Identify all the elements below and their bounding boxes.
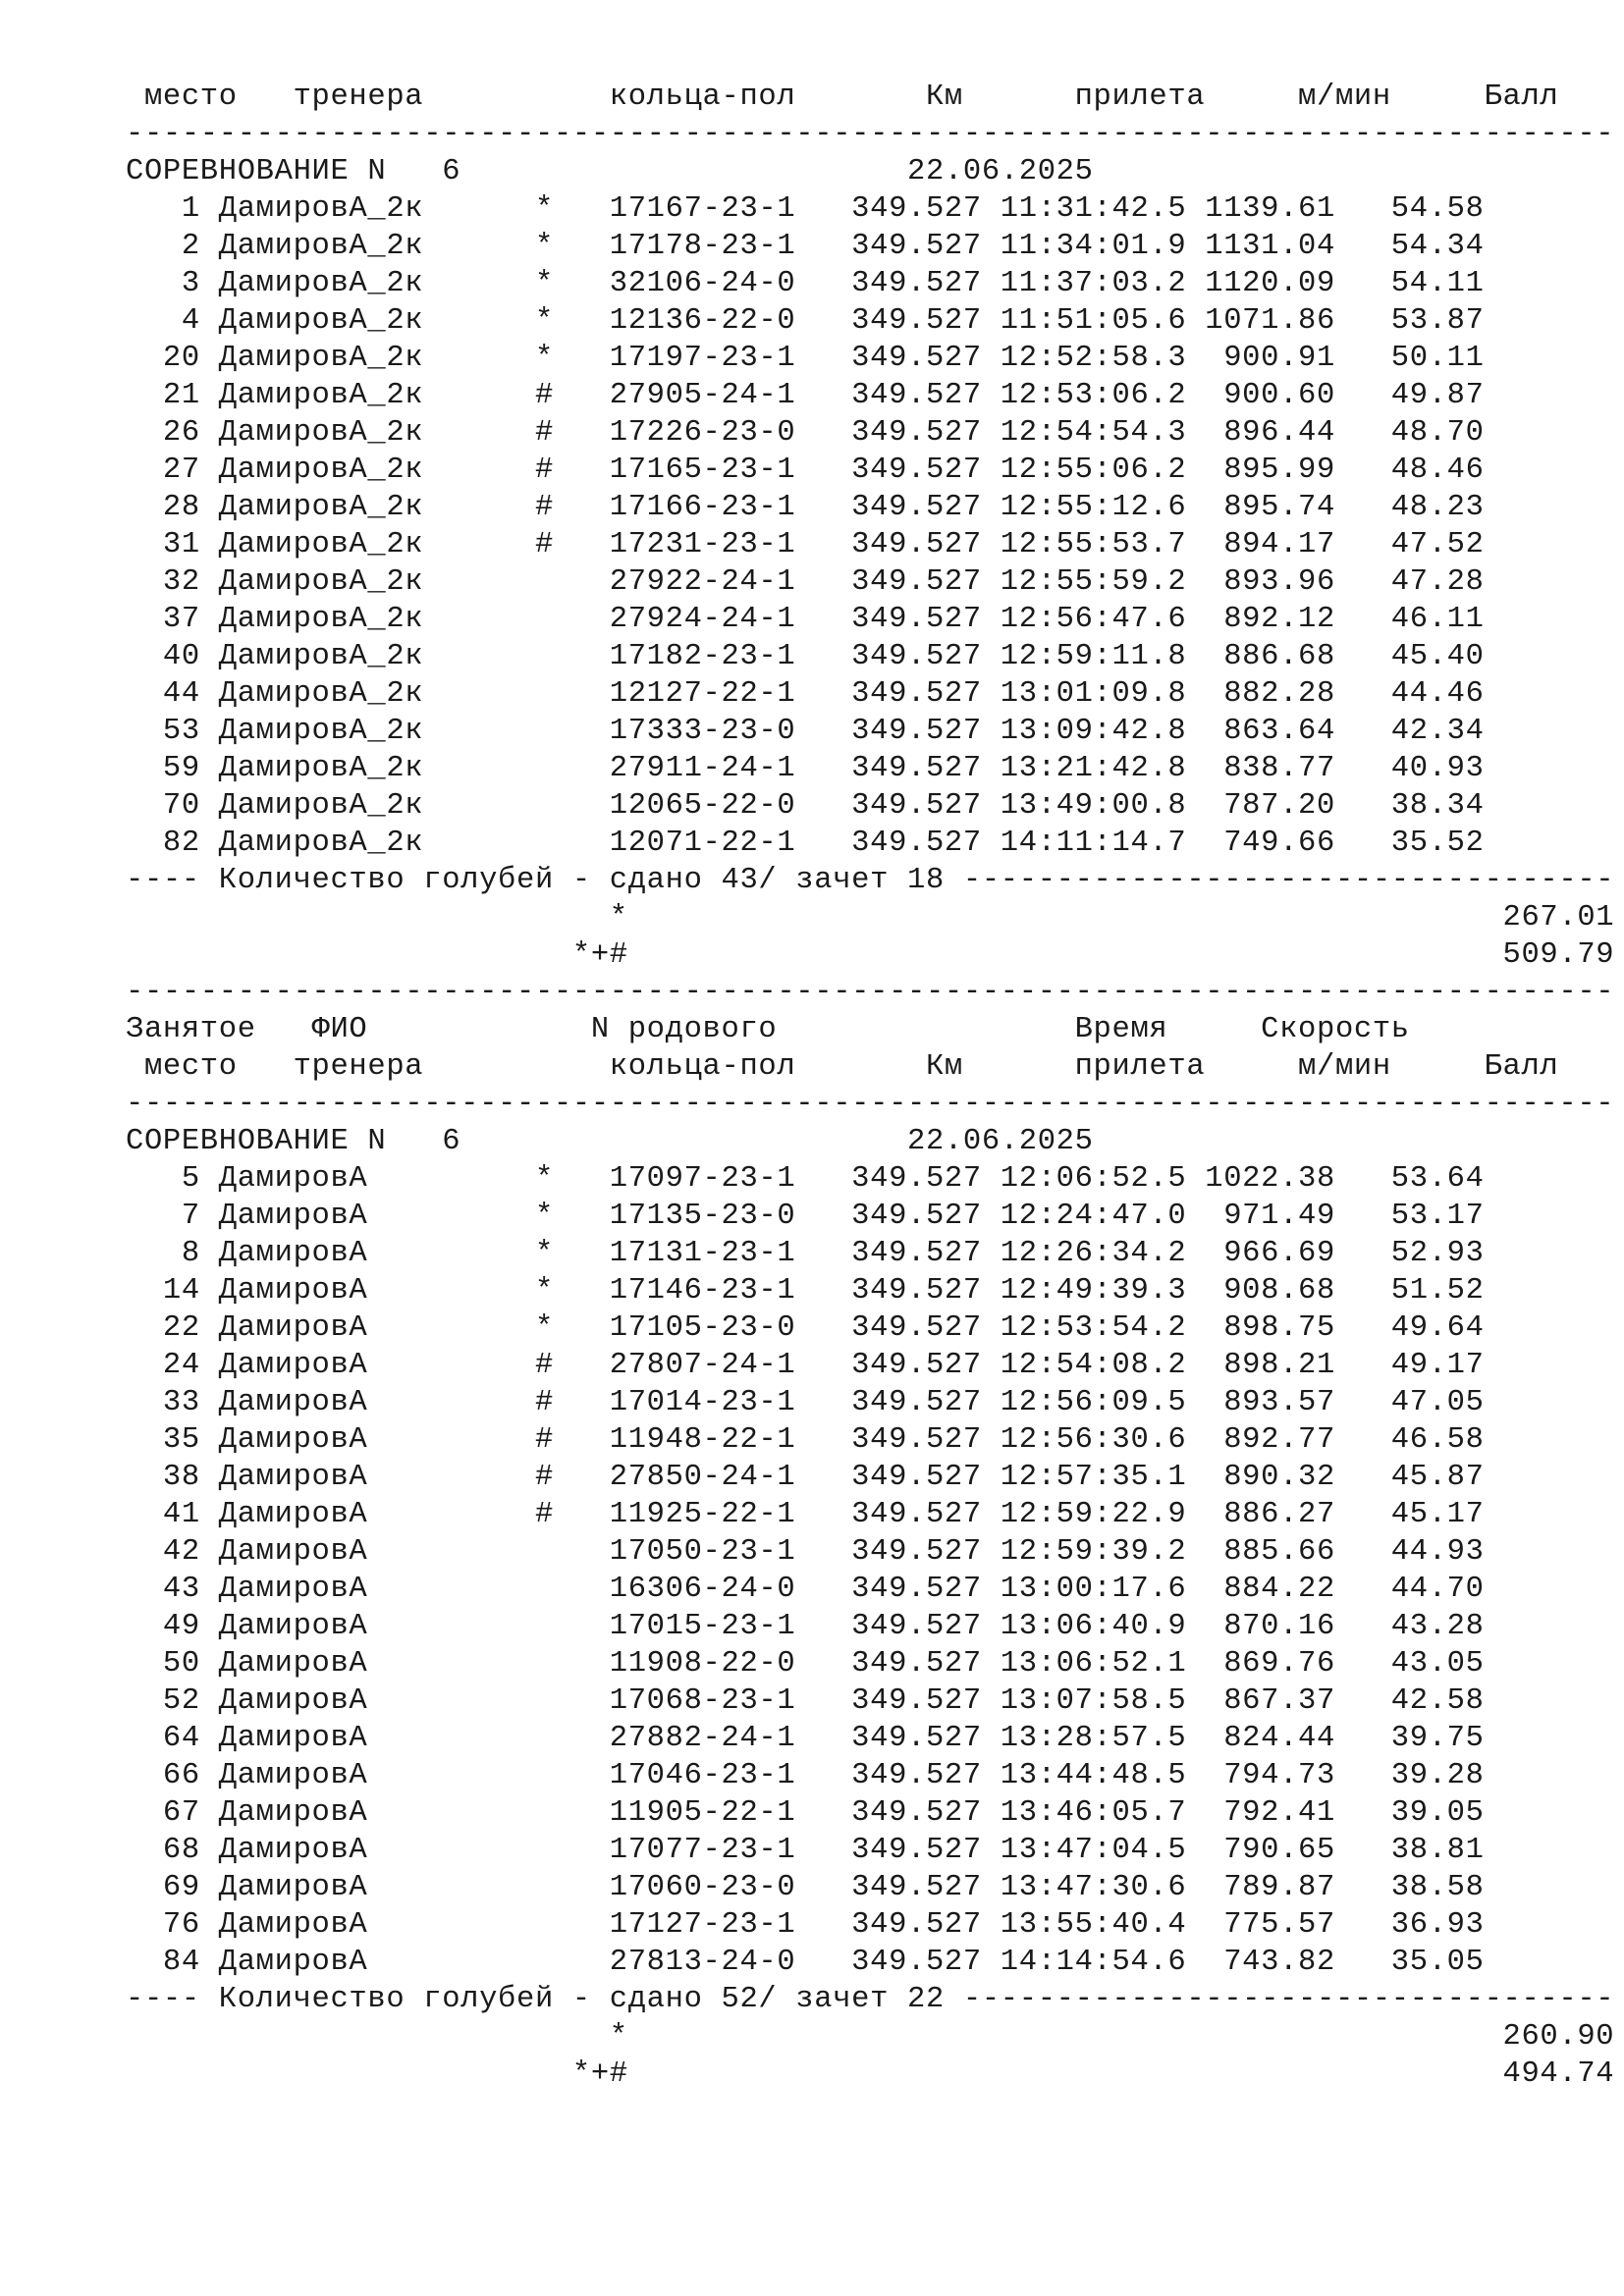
column-header: место тренера кольца-пол Км прилета м/мин Балл [126, 1050, 1559, 1084]
summary-rule-right: ----------------------------------- [944, 1983, 1615, 2016]
table-row: 53 ДамировА_2к 17333-23-0 349.527 13:09:42.8 863.64 42.34 [126, 715, 1485, 748]
table-row: 24 ДамировА # 27807-24-1 349.527 12:54:08.2 898.21 49.17 [126, 1349, 1485, 1382]
table-row: 4 ДамировА_2к * 12136-22-0 349.527 11:51:05.6 1071.86 53.87 [126, 304, 1485, 338]
table-row: 67 ДамировА 11905-22-1 349.527 13:46:05.7 792.41 39.05 [126, 1796, 1485, 1830]
table-row: 38 ДамировА # 27850-24-1 349.527 12:57:35.1 890.32 45.87 [126, 1461, 1485, 1494]
table-row: 1 ДамировА_2к * 17167-23-1 349.527 11:31:42.5 1139.61 54.58 [126, 192, 1485, 226]
column-header-top: Занятое ФИО N родового Время Скорость [126, 1013, 1410, 1046]
total-symbol: * [609, 2020, 628, 2054]
table-row: 21 ДамировА_2к # 27905-24-1 349.527 12:53:06.2 900.60 49.87 [126, 379, 1485, 412]
header-rule: -------------------------------------------------------------------------------- [126, 1088, 1615, 1121]
total-line [126, 899, 1614, 936]
total-value: 267.01 [1502, 901, 1615, 934]
total-value: 509.79 [1502, 938, 1615, 972]
spacer [628, 901, 1503, 934]
total-symbol: * [609, 901, 628, 934]
table-row: 2 ДамировА_2к * 17178-23-1 349.527 11:34:01.9 1131.04 54.34 [126, 230, 1485, 263]
table-row: 27 ДамировА_2к # 17165-23-1 349.527 12:55:06.2 895.99 48.46 [126, 454, 1485, 487]
table-row: 69 ДамировА 17060-23-0 349.527 13:47:30.6 789.87 38.58 [126, 1871, 1485, 1904]
competition-label: СОРЕВНОВАНИЕ N 6 [126, 1125, 461, 1158]
table-row: 42 ДамировА 17050-23-1 349.527 12:59:39.2 885.66 44.93 [126, 1535, 1485, 1569]
table-row: 8 ДамировА * 17131-23-1 349.527 12:26:34.2 966.69 52.93 [126, 1237, 1485, 1270]
competition-line [126, 1123, 1614, 1160]
spacer [460, 1125, 907, 1158]
results-document [126, 79, 1614, 2093]
table-row: 22 ДамировА * 17105-23-0 349.527 12:53:54.2 898.75 49.64 [126, 1311, 1485, 1345]
table-row: 33 ДамировА # 17014-23-1 349.527 12:56:09.5 893.57 47.05 [126, 1386, 1485, 1419]
table-row: 52 ДамировА 17068-23-1 349.527 13:07:58.5 867.37 42.58 [126, 1684, 1485, 1718]
table-row: 66 ДамировА 17046-23-1 349.527 13:44:48.5 794.73 39.28 [126, 1759, 1485, 1792]
table-row: 35 ДамировА # 11948-22-1 349.527 12:56:30.6 892.77 46.58 [126, 1423, 1485, 1457]
table-row: 28 ДамировА_2к # 17166-23-1 349.527 12:55:12.6 895.74 48.23 [126, 491, 1485, 524]
spacer [460, 155, 907, 188]
summary-rule-left: ---- [126, 1983, 219, 2016]
competition-date: 22.06.2025 [907, 155, 1094, 188]
table-row: 20 ДамировА_2к * 17197-23-1 349.527 12:52:58.3 900.91 50.11 [126, 342, 1485, 375]
total-value: 494.74 [1502, 2057, 1615, 2091]
spacer [126, 2057, 572, 2091]
table-row: 43 ДамировА 16306-24-0 349.527 13:00:17.6 884.22 44.70 [126, 1573, 1485, 1606]
table-row: 14 ДамировА * 17146-23-1 349.527 12:49:39.3 908.68 51.52 [126, 1274, 1485, 1308]
total-symbol: *+# [571, 2057, 628, 2091]
summary-line [126, 1981, 1614, 2018]
spacer [126, 901, 610, 934]
competition-date: 22.06.2025 [907, 1125, 1094, 1158]
table-row: 59 ДамировА_2к 27911-24-1 349.527 13:21:42.8 838.77 40.93 [126, 752, 1485, 785]
spacer [126, 938, 572, 972]
table-row: 70 ДамировА_2к 12065-22-0 349.527 13:49:00.8 787.20 38.34 [126, 789, 1485, 823]
table-row: 41 ДамировА # 11925-22-1 349.527 12:59:22.9 886.27 45.17 [126, 1498, 1485, 1531]
spacer [628, 2057, 1503, 2091]
competition-label: СОРЕВНОВАНИЕ N 6 [126, 155, 461, 188]
table-row: 49 ДамировА 17015-23-1 349.527 13:06:40.9 870.16 43.28 [126, 1610, 1485, 1643]
table-row: 32 ДамировА_2к 27922-24-1 349.527 12:55:59.2 893.96 47.28 [126, 565, 1485, 599]
table-row: 40 ДамировА_2к 17182-23-1 349.527 12:59:11.8 886.68 45.40 [126, 640, 1485, 673]
spacer [126, 2020, 610, 2054]
table-row: 5 ДамировА * 17097-23-1 349.527 12:06:52.5 1022.38 53.64 [126, 1162, 1485, 1196]
summary-rule-left: ---- [126, 864, 219, 897]
summary-count: Количество голубей - сдано 43/ зачет 18 [218, 864, 945, 897]
table-row: 37 ДамировА_2к 27924-24-1 349.527 12:56:47.6 892.12 46.11 [126, 603, 1485, 636]
summary-count: Количество голубей - сдано 52/ зачет 22 [218, 1983, 945, 2016]
total-line [126, 2056, 1614, 2093]
total-value: 260.90 [1502, 2020, 1615, 2054]
table-row: 3 ДамировА_2к * 32106-24-0 349.527 11:37:03.2 1120.09 54.11 [126, 267, 1485, 300]
summary-line [126, 862, 1614, 899]
competition-line [126, 153, 1614, 190]
table-row: 44 ДамировА_2к 12127-22-1 349.527 13:01:09.8 882.28 44.46 [126, 677, 1485, 711]
total-line [126, 936, 1614, 974]
total-symbol: *+# [571, 938, 628, 972]
total-line [126, 2018, 1614, 2056]
summary-rule-right: ----------------------------------- [944, 864, 1615, 897]
table-row: 26 ДамировА_2к # 17226-23-0 349.527 12:54:54.3 896.44 48.70 [126, 416, 1485, 450]
spacer [628, 938, 1503, 972]
table-row: 68 ДамировА 17077-23-1 349.527 13:47:04.5 790.65 38.81 [126, 1834, 1485, 1867]
table-row: 31 ДамировА_2к # 17231-23-1 349.527 12:55:53.7 894.17 47.52 [126, 528, 1485, 561]
table-row: 82 ДамировА_2к 12071-22-1 349.527 14:11:14.7 749.66 35.52 [126, 827, 1485, 860]
table-row: 84 ДамировА 27813-24-0 349.527 14:14:54.6 743.82 35.05 [126, 1946, 1485, 1979]
section-rule: -------------------------------------------------------------------------------- [126, 976, 1615, 1009]
spacer [628, 2020, 1503, 2054]
table-row: 50 ДамировА 11908-22-0 349.527 13:06:52.1 869.76 43.05 [126, 1647, 1485, 1681]
header-rule: -------------------------------------------------------------------------------- [126, 118, 1615, 151]
column-header: место тренера кольца-пол Км прилета м/мин Балл [126, 80, 1559, 114]
table-row: 7 ДамировА * 17135-23-0 349.527 12:24:47.0 971.49 53.17 [126, 1200, 1485, 1233]
table-row: 64 ДамировА 27882-24-1 349.527 13:28:57.5 824.44 39.75 [126, 1722, 1485, 1755]
table-row: 76 ДамировА 17127-23-1 349.527 13:55:40.4 775.57 36.93 [126, 1908, 1485, 1942]
